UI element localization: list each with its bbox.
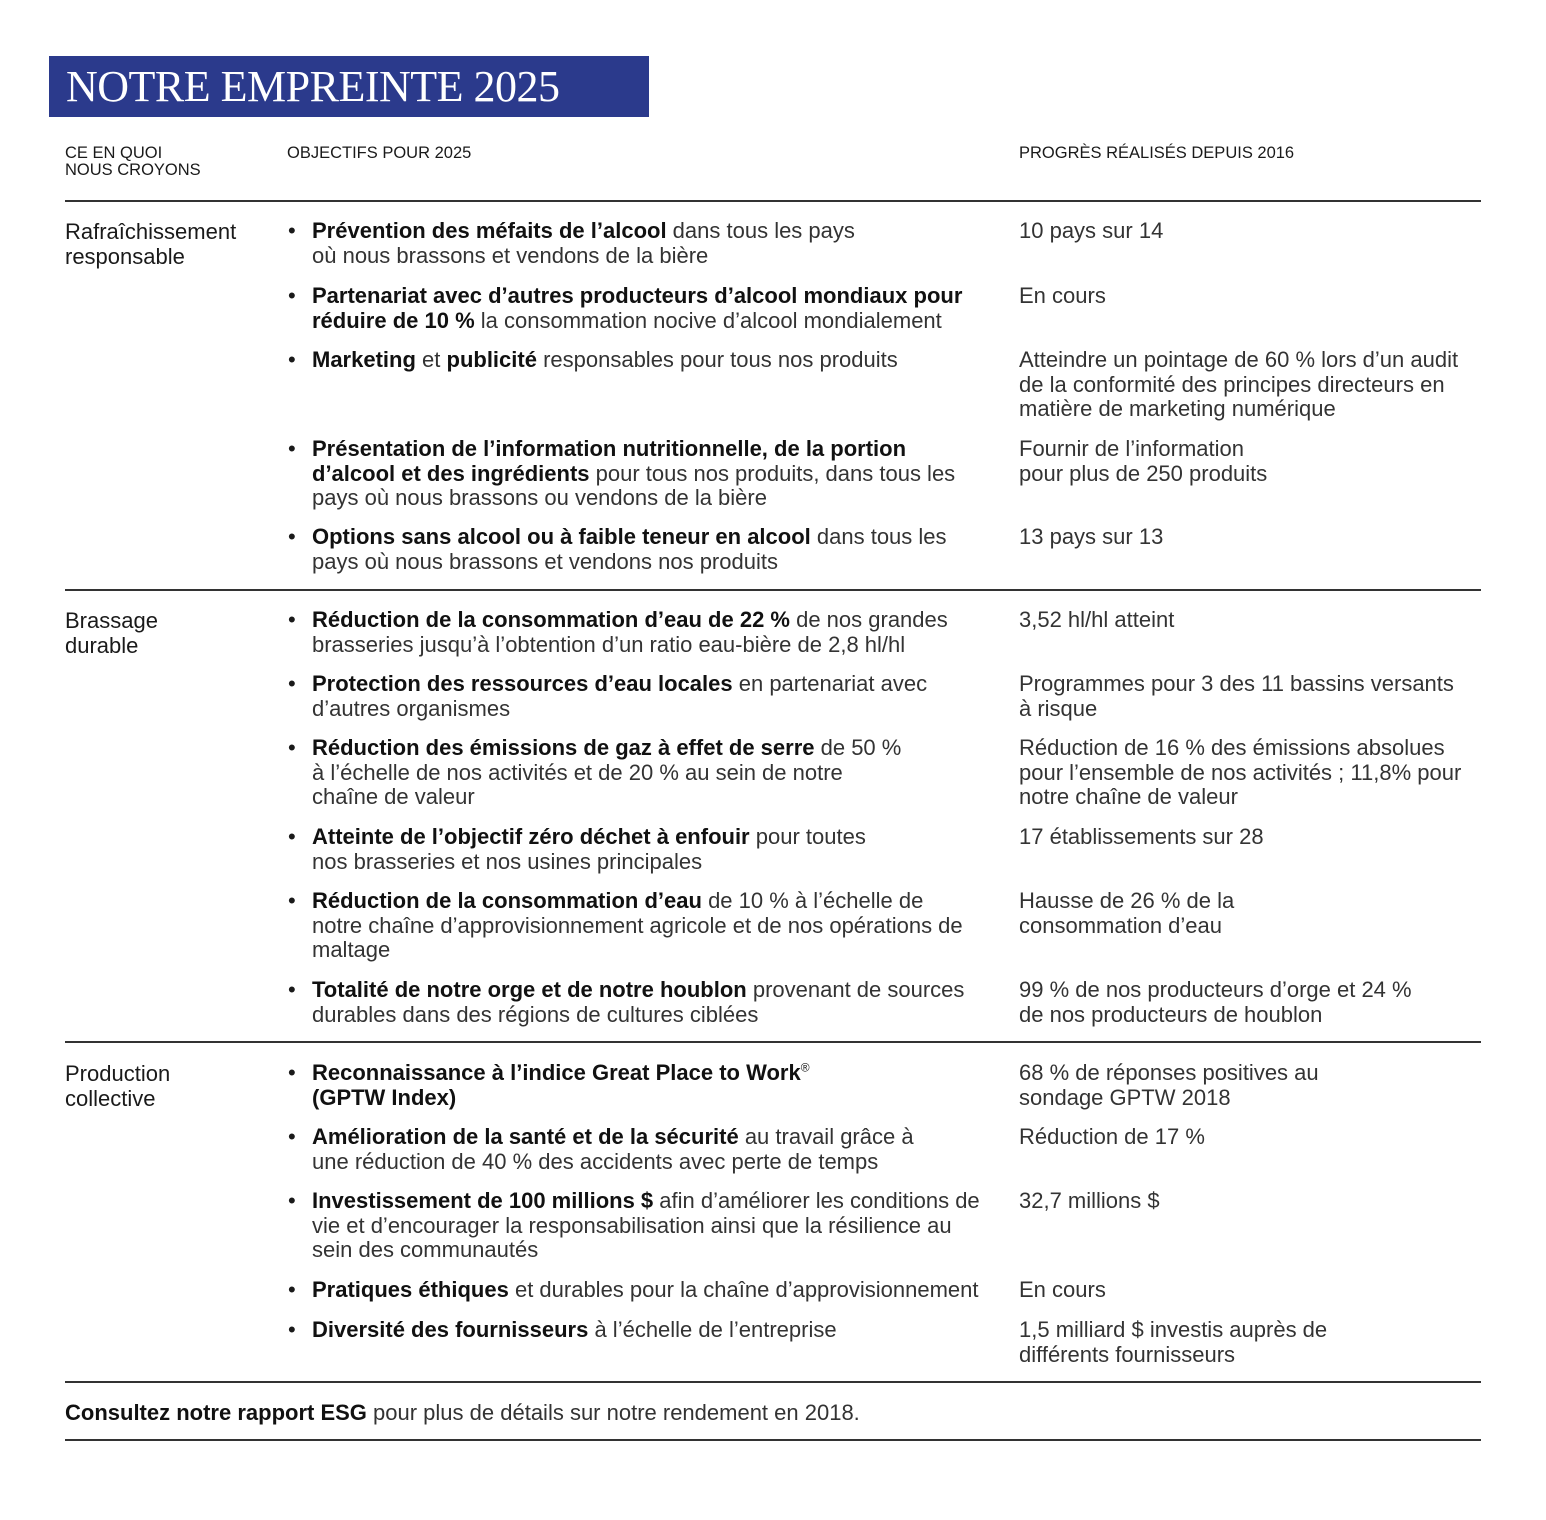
header-progress: PROGRÈS RÉALISÉS DEPUIS 2016 (1019, 144, 1295, 162)
objective-text: et (415, 347, 447, 372)
objective-bold: Totalité de notre orge et de notre houblon (312, 977, 747, 1002)
progress-value: Programmes pour 3 des 11 bassins versants à risque (1019, 671, 1454, 721)
progress-value: Fournir de l’information pour plus de 250 produits (1019, 436, 1268, 486)
objective-bold: Amélioration de la santé et de la sécurité (312, 1124, 739, 1149)
objective-bold: Protection des ressources d’eau locales (312, 671, 733, 696)
progress-value: 10 pays sur 14 (1019, 218, 1164, 243)
header-objectives: OBJECTIFS POUR 2025 (287, 144, 472, 162)
registered-mark: ® (800, 1060, 810, 1075)
objective-text: provenant de sources durables dans des régions de cultures ciblées (312, 977, 965, 1027)
progress-value: 1,5 milliard $ investis auprès de différents fournisseurs (1019, 1317, 1328, 1367)
objective-text: afin d’améliorer les conditions de vie et d’encourager la responsabilisation ainsi que la résilience au sein des communautés (312, 1188, 980, 1262)
progress-value: 99 % de nos producteurs d’orge et 24 % de nos producteurs de houblon (1019, 977, 1412, 1027)
footer-note (65, 1400, 860, 1425)
objective-bold: Atteinte de l’objectif zéro déchet à enfouir (312, 824, 750, 849)
objective-text: et durables pour la chaîne d’approvisionnement (508, 1277, 979, 1302)
divider (65, 1439, 1481, 1441)
objective-text: la consommation nocive d’alcool mondialement (474, 307, 942, 333)
progress-value: 13 pays sur 13 (1019, 524, 1164, 549)
objective-bold: Prévention des méfaits de l’alcool (312, 218, 667, 243)
objective-bold: (GPTW Index) (312, 1084, 457, 1110)
progress-value: Atteindre un pointage de 60 % lors d’un audit de la conformité des principes directeurs en matière de marketing numérique (1019, 347, 1459, 421)
progress-value: 32,7 millions $ (1019, 1188, 1160, 1213)
objective-bold: Reconnaissance à l’indice Great Place to Work (312, 1060, 801, 1085)
header-beliefs: CE EN QUOI NOUS CROYONS (65, 144, 201, 179)
esg-report-link[interactable]: Consultez notre rapport ESG (65, 1400, 367, 1425)
section-label-responsible: Rafraîchissement responsable (65, 219, 237, 269)
objective-text: à l’échelle de l’entreprise (588, 1317, 837, 1342)
objective-bold: Marketing (312, 347, 416, 372)
objective-text: de nos grandes brasseries jusqu’à l’obtention d’un ratio eau-bière de 2,8 hl/hl (312, 607, 948, 657)
progress-value: En cours (1019, 283, 1106, 308)
progress-value: 17 établissements sur 28 (1019, 824, 1264, 849)
section-label-sustainable: Brassage durable (65, 608, 158, 658)
objective-text: responsables pour tous nos produits (536, 347, 898, 372)
objective-bold: Diversité des fournisseurs (312, 1317, 589, 1342)
objective-bold: Réduction des émissions de gaz à effet de serre (312, 735, 815, 760)
objective-bold: Réduction de la consommation d’eau (312, 888, 702, 913)
progress-value: Réduction de 16 % des émissions absolues pour l’ensemble de nos activités ; 11,8% pour notre chaîne de valeur (1019, 735, 1462, 809)
objective-bold: Pratiques éthiques (312, 1277, 509, 1302)
progress-value: En cours (1019, 1277, 1106, 1302)
objective-bold: Investissement de 100 millions $ (312, 1188, 654, 1213)
objective-text: pour toutes nos brasseries et nos usines principales (312, 824, 866, 874)
objective-text: dans tous les pays où nous brassons et vendons de la bière (312, 218, 855, 268)
objective-bold: Présentation de l’information nutritionnelle, de la portion d’alcool et des ingrédients (312, 436, 907, 486)
objective-text: en partenariat avec d’autres organismes (312, 671, 928, 721)
objective-bold: publicité (446, 347, 537, 372)
objective-bold: Réduction de la consommation d’eau de 22 % (312, 607, 790, 632)
objective-bold: Partenariat avec d’autres producteurs d’alcool mondiaux pour réduire de 10 % (312, 283, 963, 333)
objective-text: pour tous nos produits, dans tous les pays où nous brassons ou vendons de la bière (312, 460, 956, 510)
progress-value: Hausse de 26 % de la consommation d’eau (1019, 888, 1235, 938)
objective-text: au travail grâce à une réduction de 40 % des accidents avec perte de temps (312, 1124, 914, 1174)
progress-value: 3,52 hl/hl atteint (1019, 607, 1175, 632)
divider (65, 589, 1481, 591)
objective-text: de 50 % à l’échelle de nos activités et de 20 % au sein de notre chaîne de valeur (312, 735, 902, 809)
objective-text: de 10 % à l’échelle de notre chaîne d’approvisionnement agricole et de nos opérations de maltage (312, 888, 963, 962)
progress-value: 68 % de réponses positives au sondage GPTW 2018 (1019, 1060, 1319, 1110)
footer-text: pour plus de détails sur notre rendement en 2018. (366, 1400, 860, 1425)
section-label-collective: Production collective (65, 1061, 171, 1111)
objective-bold: Options sans alcool ou à faible teneur en alcool (312, 524, 811, 549)
divider (65, 1381, 1481, 1383)
divider (65, 1041, 1481, 1043)
page-title: NOTRE EMPREINTE 2025 (49, 56, 649, 117)
objective-text: dans tous les pays où nous brassons et vendons nos produits (312, 524, 947, 574)
progress-value: Réduction de 17 % (1019, 1124, 1205, 1149)
divider (65, 200, 1481, 202)
